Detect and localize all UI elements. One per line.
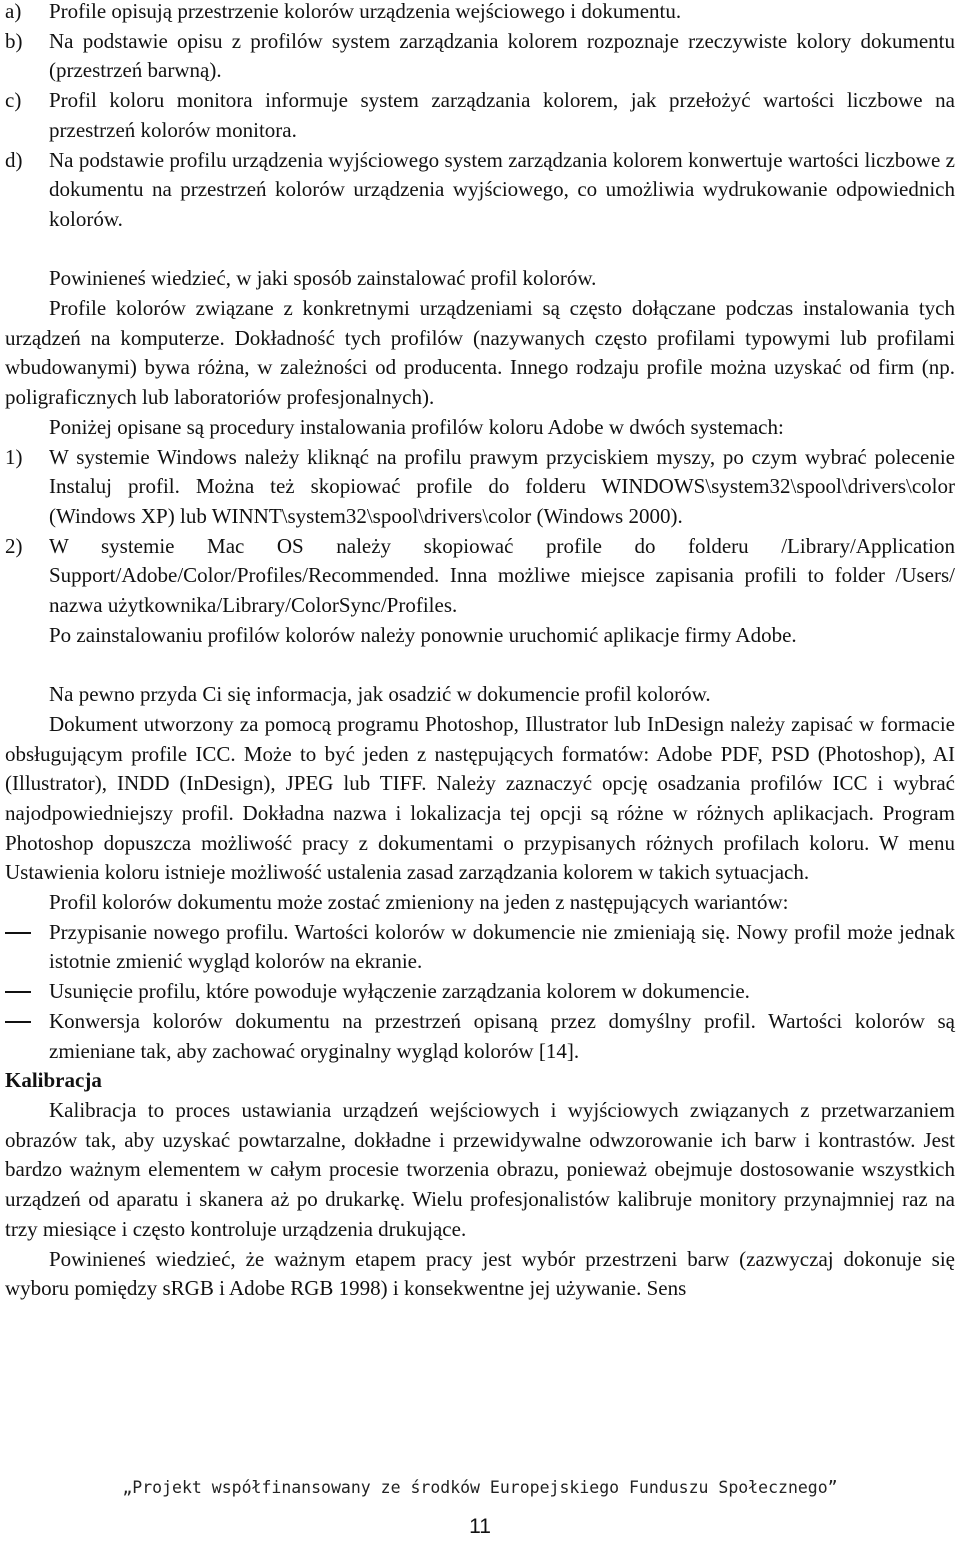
list-marker: 2) — [5, 533, 23, 558]
list-item-a — [5, 0, 955, 27]
list-item-text: W systemie Mac OS należy skopiować profile do folderu /Library/Application Support/Adobe/Color/Profiles/Recommended. Inna możliwe miejsce zapisania profili to folder /Users/ nazwa użytkownika/Library/ColorSync/Profiles. — [49, 533, 955, 618]
list-item-b — [5, 27, 955, 86]
dash-marker — [5, 932, 31, 934]
dash-item-text: Usunięcie profilu, które powoduje wyłączenie zarządzania kolorem w dokumencie. — [49, 979, 750, 1004]
embed-paragraph: Dokument utworzony za pomocą programu Photoshop, Illustrator lub InDesign należy zapisać w formacie obsługującym profile ICC. Może to być jeden z następujących formatów: Adobe PDF, PSD (Photoshop), AI (Illustrator), INDD (InDesign), JPEG lub TIFF. Należy zaznaczyć opcję osadzania profilów ICC i wybrać najodpowiedniejszy profil. Dokładna nazwa i lokalizacja tej opcji są różne w różnych aplikacjach. Program Photoshop dopuszcza możliwość pracy z dokumentami o przypisanych różnych profilach koloru. W menu Ustawienia koloru istnieje możliwość ustalenia zasad zarządzania kolorem w takich sytuacjach. — [5, 711, 955, 885]
list-marker: d) — [5, 147, 23, 172]
list-marker: a) — [5, 0, 22, 23]
list-item-text: W systemie Windows należy kliknąć na profilu prawym przyciskiem myszy, po czym wybrać polecenie Instaluj profil. Można też skopiować profile do folderu WINDOWS\system32\spool\drivers\color (Windows XP) lub WINNT\system32\spool\drivers\color (Windows 2000). — [49, 444, 955, 528]
footer-note: „Projekt współfinansowany ze środków Europejskiego Funduszu Społecznego” — [122, 1478, 838, 1497]
dash-item-text: Konwersja kolorów dokumentu na przestrzeń opisaną przez domyślny profil. Wartości kolorów są zmieniane tak, aby zachować oryginalny wygląd kolorów [14]. — [49, 1008, 955, 1063]
final-paragraph: Powinieneś wiedzieć, że ważnym etapem pracy jest wybór przestrzeni barw (zazwyczaj dokonuje się wyboru pomiędzy sRGB i Adobe RGB 1998) i konsekwentne jej używanie. Sens — [5, 1246, 955, 1301]
list-item-2 — [5, 532, 955, 621]
list-item-d — [5, 146, 955, 235]
list-marker: b) — [5, 28, 23, 53]
procedure-intro: Poniżej opisane są procedury instalowania profilów koloru Adobe w dwóch systemach: — [49, 414, 784, 439]
variants-intro: Profil kolorów dokumentu może zostać zmieniony na jeden z następujących wariantów: — [49, 890, 789, 915]
list-marker: 1) — [5, 444, 23, 469]
dash-item-assign — [5, 918, 955, 977]
after-install-note: Po zainstalowaniu profilów kolorów należy ponownie uruchomić aplikacje firmy Adobe. — [49, 622, 797, 647]
list-item-c — [5, 86, 955, 145]
list-item-text: Profil koloru monitora informuje system zarządzania kolorem, jak przełożyć wartości liczbowe na przestrzeń kolorów monitora. — [49, 88, 955, 142]
list-item-1 — [5, 443, 955, 532]
dash-item-text: Przypisanie nowego profilu. Wartości kolorów w dokumencie nie zmieniają się. Nowy profil może jednak istotnie zmienić wygląd kolorów na ekranie. — [49, 919, 955, 974]
dash-item-convert — [5, 1007, 955, 1066]
install-intro: Powinieneś wiedzieć, w jaki sposób zainstalować profil kolorów. — [49, 266, 597, 291]
install-paragraph: Profile kolorów związane z konkretnymi urządzeniami są często dołączane podczas instalowania tych urządzeń na komputerze. Dokładność tych profilów (nazywanych często profilami typowymi lub profilami wbudowanymi) bywa różna, w zależności od producenta. Innego rodzaju profile można uzyskać od firm (np. poligraficznych lub laboratoriów profesjonalnych). — [5, 296, 955, 410]
list-item-text: Profile opisują przestrzenie kolorów urządzenia wejściowego i dokumentu. — [49, 0, 682, 23]
dash-marker — [5, 991, 31, 993]
document-body — [5, 0, 955, 1304]
section-heading-calibration: Kalibracja — [5, 1068, 102, 1093]
dash-item-remove — [5, 977, 955, 1007]
list-item-text: Na podstawie opisu z profilów system zarządzania kolorem rozpoznaje rzeczywiste kolory dokumentu (przestrzeń barwną). — [49, 28, 955, 83]
list-marker: c) — [5, 88, 22, 113]
page-number: 11 — [469, 1515, 491, 1538]
embed-intro: Na pewno przyda Ci się informacja, jak osadzić w dokumencie profil kolorów. — [49, 682, 711, 707]
dash-marker — [5, 1021, 31, 1023]
list-item-text: Na podstawie profilu urządzenia wyjściowego system zarządzania kolorem konwertuje wartości liczbowe z dokumentu na przestrzeń kolorów urządzenia wyjściowego, co umożliwia wydrukowanie odpowiednich kolorów. — [49, 147, 955, 231]
calibration-paragraph: Kalibracja to proces ustawiania urządzeń wejściowych i wyjściowych związanych z przetwarzaniem obrazów tak, aby uzyskać powtarzalne, dokładne i przewidywalne odwzorowanie ich barw i kontrastów. Jest bardzo ważnym elementem w całym procesie tworzenia obrazu, ponieważ obejmuje dostosowanie wszystkich urządzeń od aparatu i skanera aż po drukarkę. Wielu profesjonalistów kalibruje monitory przynajmniej raz na trzy miesiące i często kontroluje urządzenia drukujące. — [5, 1097, 955, 1241]
